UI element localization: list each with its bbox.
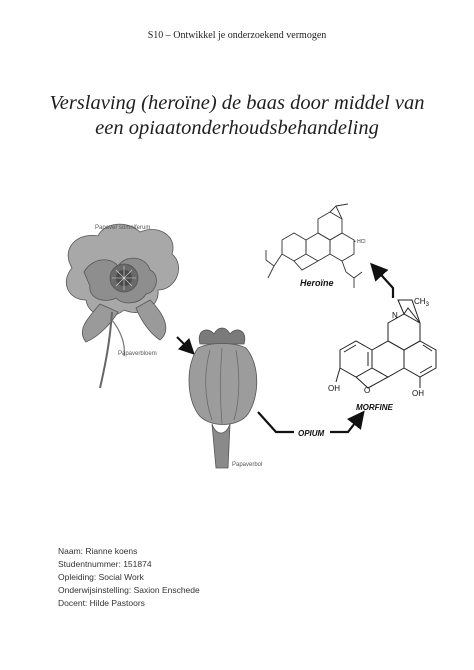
program: Opleiding: Social Work — [58, 572, 144, 582]
morphine-n-label: N — [392, 311, 398, 320]
arrow-flower-to-capsule — [177, 337, 192, 352]
poppy-flower-drawing — [66, 224, 178, 388]
arrow-morfine-to-heroine — [373, 266, 393, 298]
student-number: Studentnummer: 151874 — [58, 559, 152, 569]
morphine-structure — [336, 300, 436, 388]
title-line-1: Verslaving (heroïne) de baas door middel van — [49, 92, 425, 114]
heroine-hcl-label: • HCl — [354, 239, 366, 245]
papaverbloem-label: Papaverbloem — [118, 351, 157, 357]
morphine-oh-right-label: OH — [412, 389, 424, 398]
morphine-ch3-text: CH — [414, 297, 426, 306]
opium-to-heroin-illustration — [0, 195, 474, 485]
morphine-o-label: O — [364, 386, 371, 395]
teacher: Docent: Hilde Pastoors — [58, 598, 145, 608]
author-name: Naam: Rianne koens — [58, 546, 138, 556]
poppy-capsule-drawing — [189, 328, 257, 468]
morfine-label: MORFINE — [356, 403, 393, 412]
opium-label: OPIUM — [298, 429, 325, 438]
morphine-oh-left-label: OH — [328, 384, 340, 393]
author-info — [58, 545, 200, 610]
papaverbol-label: Papaverbol — [232, 462, 263, 468]
page-header: S10 – Ontwikkel je onderzoekend vermogen — [147, 30, 327, 41]
heroine-structure — [266, 204, 362, 288]
morphine-ch3-subscript: 3 — [425, 302, 429, 308]
arrow-capsule-to-opium — [258, 412, 294, 432]
morphine-ch3-label — [414, 297, 430, 308]
arrow-opium-to-morfine — [330, 414, 362, 432]
document-title — [20, 91, 454, 141]
title-line-2: een opiaatonderhoudsbehandeling — [95, 117, 379, 139]
institution: Onderwijsinstelling: Saxion Enschede — [58, 585, 200, 595]
papaver-somniferum-label: Papaver somniferum — [95, 225, 151, 231]
heroine-label: Heroïne — [300, 278, 334, 288]
